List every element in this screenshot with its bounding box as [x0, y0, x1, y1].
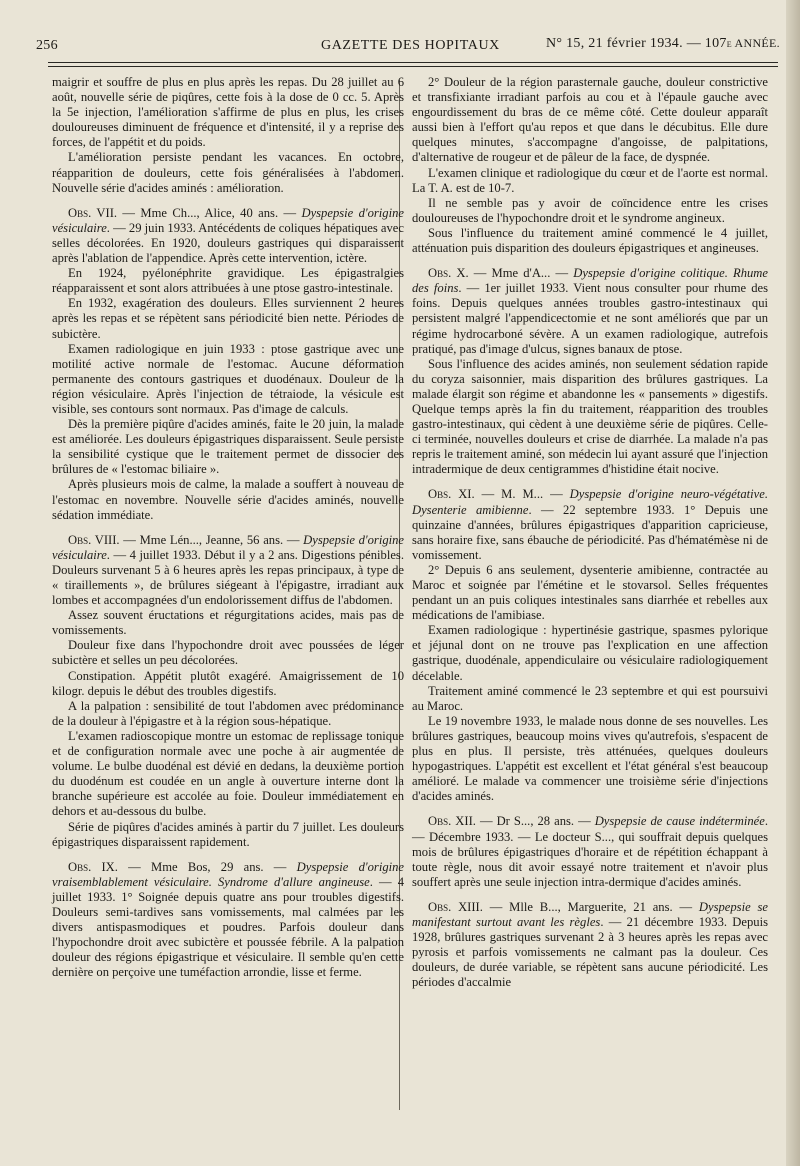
- observation-patient: — Mlle B..., Marguerite, 21 ans. —: [482, 899, 699, 914]
- observation-label: Obs. VII.: [68, 205, 118, 220]
- observation-patient: — Mme Lén..., Jeanne, 56 ans. —: [119, 532, 304, 547]
- observation-patient: — Mme Ch..., Alice, 40 ans. —: [117, 205, 302, 220]
- paragraph: Dès la première piqûre d'acides aminés, faite le 20 juin, la malade est améliorée. Les douleurs épigastriques disparaissent. Seule persiste la sensibilité cystique que le traitement permet de dissocier des brûlures de « l'estomac biliaire ».: [52, 417, 404, 477]
- observation-title: Dyspepsie se manifestant surtout avant les règles: [412, 899, 768, 929]
- observation-title: Dyspepsie d'origine vraisemblablement vésiculaire. Syndrome d'allure angineuse: [52, 859, 405, 889]
- observation-text: . — 21 décembre 1933. Depuis 1928, brûlures gastriques survenant 2 à 3 heures après les repas avec pyrosis et parfois vomissements ne calmant pas la douleur. Ces douleurs, de durée variable, se répètent sans aucune périodicité. Les périodes d'accalmie: [412, 914, 768, 990]
- paragraph: En 1924, pyélonéphrite gravidique. Les épigastralgies réapparaissent et sont alors attribuées à une ptose gastro-intestinale.: [52, 266, 404, 296]
- observation-ix: [52, 860, 404, 981]
- paragraph: maigrir et souffre de plus en plus après les repas. Du 28 juillet au 6 août, nouvelle série de piqûres, cette fois à la dose de 0 cc. 5. Après la 5e injection, l'amélioration s'affirme de plus en plus, les crises douloureuses diminuent de fréquence et d'intensité, il y a reprise des forces, de l'appétit et du poids.: [52, 75, 404, 150]
- observation-text: . — 4 juillet 1933. Début il y a 2 ans. Digestions pénibles. Douleurs survenant 5 à 6 heures après les repas principaux, à type de « tiraillements », de brûlures siégeant à l'épigastre, irradiant aux lombes et accompagnées d'un endolorissement diffus de l'abdomen.: [52, 547, 404, 608]
- observation-title: Dyspepsie d'origine vésiculaire: [52, 532, 404, 562]
- observation-label: Obs. XIII.: [428, 899, 483, 914]
- paragraph: Le 19 novembre 1933, le malade nous donne de ses nouvelles. Les brûlures gastriques, beaucoup moins vives qu'autrefois, s'espacent de plus en plus. Il persiste, très atténuées, quelques douleurs hypogastriques. L'appétit est excellent et l'état général s'est beaucoup amélioré. Le malade va commencer une troisième série d'injections d'acides aminés.: [412, 713, 768, 804]
- paragraph: Après plusieurs mois de calme, la malade a souffert à nouveau de l'estomac en novembre. Nouvelle série d'acides aminés, nouvelle sédation immédiate.: [52, 477, 404, 522]
- observation-xii: [412, 814, 768, 889]
- paragraph: Examen radiologique en juin 1933 : ptose gastrique avec une motilité active normale de l'estomac. Aucune déformation permanente des contours gastriques et duodénaux. Douleur de la région vésiculaire. Après l'injection de tétraiode, la vésicule est visible, ses contours sont normaux. Pas d'image de calculs.: [52, 341, 404, 416]
- observation-viii: [52, 533, 404, 608]
- paragraph: L'amélioration persiste pendant les vacances. En octobre, réapparition de douleurs, cette fois généralisées à l'abdomen. Nouvelle série d'acides aminés : amélioration.: [52, 150, 404, 195]
- observation-text: . — 4 juillet 1933. 1° Soignée depuis quatre ans pour troubles digestifs. Douleurs semi-tardives sans vomissements, mal calmées par les divers antispasmodiques et poudres. Parfois douleur dans l'hypochondre droit avec subictère et poussée fébrile. A la palpation douleur des régions épigastrique et vésiculaire. Il semble qu'en cette dernière on perçoive une tuméfaction arrondie, lisse et ferme.: [52, 874, 404, 980]
- paragraph: L'examen clinique et radiologique du cœur et de l'aorte est normal. La T. A. est de 10-7.: [412, 165, 768, 195]
- observation-xiii: [412, 900, 768, 991]
- observation-title: Dyspepsie de cause indéterminée: [594, 814, 765, 829]
- issue-number-date: N° 15, 21 février 1934. — 107: [545, 36, 727, 51]
- observation-label: Obs. VIII.: [68, 532, 120, 547]
- observation-text: . — 22 septembre 1933. 1° Depuis une quinzaine d'années, brûlures épigastriques d'apparition capricieuse, sans horaire fixe, sans ébauche de périodicité. Pas d'hématémèse ni de vomissement.: [412, 502, 768, 562]
- left-column: [52, 75, 404, 980]
- paragraph: Traitement aminé commencé le 23 septembre et qui est poursuivi au Maroc.: [412, 683, 768, 713]
- observation-title: Dyspepsie d'origine neuro-végétative. Dysenterie amibienne: [412, 487, 768, 517]
- observation-patient: — Mme d'A... —: [468, 266, 574, 281]
- observation-label: Obs. X.: [428, 266, 469, 281]
- journal-title: GAZETTE DES HOPITAUX: [321, 38, 500, 53]
- paragraph: L'examen radioscopique montre un estomac de replissage tonique et de configuration normale avec une poche à air augmentée de volume. Le bulbe duodénal est dévié en dedans, la deuxième portion du duodénum est coudée en un angle à ouverture interne dont la branche supérieure est accolée au foie. Douleur immédiatement en dehors et au-dessous du bulbe.: [52, 728, 404, 819]
- paragraph: 2° Depuis 6 ans seulement, dysenterie amibienne, contractée au Maroc et soignée par l'émétine et le stovarsol. Selles fréquentes pendant un an puis coliques intestinales sans diarrhée et rebelles aux médications de l'amibiase.: [412, 562, 768, 623]
- observation-label: Obs. XII.: [428, 814, 476, 829]
- paragraph: Douleur fixe dans l'hypochondre droit avec poussées de léger subictère et selles un peu décolorées.: [52, 638, 404, 668]
- observation-patient: — Dr S..., 28 ans. —: [475, 814, 595, 829]
- observation-patient: — Mme Bos, 29 ans. —: [117, 859, 297, 874]
- issue-info: [546, 36, 780, 52]
- observation-patient: — M. M... —: [474, 487, 570, 502]
- paragraph: Il ne semble pas y avoir de coïncidence entre les crises douloureuses de l'hypochondre droit et le syndrome angineux.: [412, 195, 768, 225]
- observation-title: Dyspepsie d'origine colitique. Rhume des foins: [412, 266, 768, 296]
- observation-x: [412, 266, 768, 357]
- paragraph: En 1932, exagération des douleurs. Elles surviennent 2 heures après les repas et se répètent sans périodicité bien nette. Périodes de subictère.: [52, 296, 404, 341]
- paragraph: Assez souvent éructations et régurgitations acides, mais pas de vomissements.: [52, 608, 404, 638]
- page-number: 256: [36, 38, 58, 53]
- observation-label: Obs. XI.: [428, 487, 475, 502]
- observation-label: Obs. IX.: [68, 859, 118, 874]
- running-header: [36, 34, 780, 56]
- observation-text: . — 29 juin 1933. Antécédents de coliques hépatiques avec selles décolorées. En 1920, douleurs gastriques qui disparaissent après l'ablation de l'appendice. Après cette intervention, ictère.: [52, 220, 404, 266]
- paragraph: Constipation. Appétit plutôt exagéré. Amaigrissement de 10 kilogr. depuis le début des troubles digestifs.: [52, 668, 404, 698]
- header-rule-top: [48, 62, 778, 63]
- issue-year-label: e ANNÉE.: [726, 36, 780, 50]
- observation-title: Dyspepsie d'origine vésiculaire: [52, 205, 404, 235]
- observation-text: . — 1er juillet 1933. Vient nous consulter pour rhume des foins. Depuis quelques années troubles gastro-intestinaux qui persistent malgré l'appendicectomie et ne sont améliorés que par un régime hydrocarboné sévère. A un examen radiologique, autrefois pratiqué, pas d'image d'ulcus, signes banaux de ptose.: [412, 281, 768, 356]
- paragraph: Examen radiologique : hypertinésie gastrique, spasmes pylorique et jéjunal dont on ne trouve pas l'explication en une affection gastrique, duodénale, appendiculaire ou vésiculaire radiologiquement décelable.: [412, 623, 768, 683]
- paragraph: Sous l'influence du traitement aminé commencé le 4 juillet, atténuation puis disparition des douleurs épigastriques et angineuses.: [412, 225, 768, 256]
- observation-xi: [412, 487, 768, 562]
- page-edge-shadow: [786, 0, 800, 1166]
- observation-vii: [52, 206, 404, 266]
- observation-text: . — Décembre 1933. — Le docteur S..., qui souffrait depuis quelques mois de brûlures épigastriques d'horaire et de répétition échappant à toute règle, nous dit avoir essayé notre traitement et n'avoir plus souffert après une seule injection intra-dermique d'acides aminés.: [412, 814, 768, 889]
- paragraph: Sous l'influence des acides aminés, non seulement sédation rapide du coryza saisonnier, mais disparition des brûlures gastriques. La malade élargit son régime et abandonne les « pansements » digestifs. Quelque temps après la fin du traitement, réapparition des troubles gastro-intestinaux, qui cèdent à une deuxième série de piqûres. Celle-ci terminée, nouvelles douleurs et crise de diarrhée. La malade n'a pas repris le traitement aminé, son médecin lui ayant assuré que l'injection intradermique de deux centigrammes d'histidine était nocive.: [412, 356, 768, 477]
- paragraph: A la palpation : sensibilité de tout l'abdomen avec prédominance de la douleur à l'épigastre et à la région sous-hépatique.: [52, 698, 404, 728]
- right-column: [412, 75, 768, 990]
- paragraph: 2° Douleur de la région parasternale gauche, douleur constrictive et transfixiante irradiant parfois au cou et à l'épaule gauche avec engourdissement du bras de ce même côté. Cette douleur apparaît aussi bien à l'effort qu'au repos et que dans le décubitus. Elle dure quelques minutes, s'accompagne d'angoisse, de palpitations, d'alternative de rougeur et de pâleur de la face, de dyspnée.: [412, 75, 768, 165]
- header-rule-bottom: [48, 66, 778, 67]
- paragraph: Série de piqûres d'acides aminés à partir du 7 juillet. Les douleurs épigastriques disparaissent rapidement.: [52, 819, 404, 849]
